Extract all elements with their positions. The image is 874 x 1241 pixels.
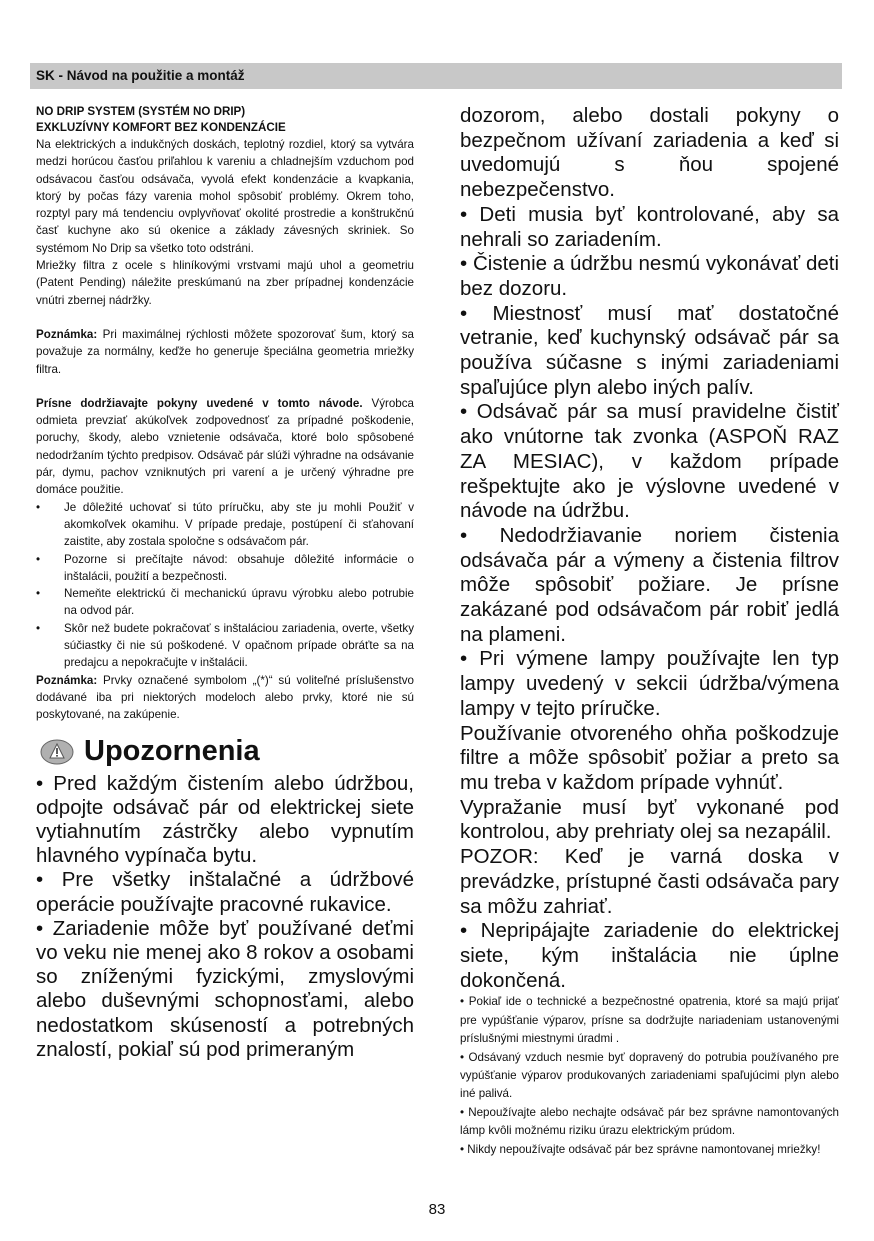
right-column: [460, 104, 839, 1159]
strict-text: Výrobca odmieta prevziať akúkoľvek zodpovednosť za prípadné poškodenie, poruchy, škody, alebo vznietenie odsávača, ktoré bolo spôsobené nedodržaním týchto predpisov. Odsávač pár slúži výhradne na odsávanie pár, dymu, pachov vzniknutých pri varení a je určený výhradne pre domáce použitie.: [36, 396, 414, 497]
page-number: 83: [428, 1201, 446, 1218]
nodrip-subtitle: EXKLUZÍVNY KOMFORT BEZ KONDENZÁCIE: [36, 121, 286, 134]
warning-paragraph: dozorom, alebo dostali pokyny o bezpečnom užívaní zariadenia a keď si uvedomujú s ňou spojené nebezpečenstvo.: [460, 104, 839, 202]
list-item: • Skôr než budete pokračovať s inštaláciou zariadenia, overte, všetky súčiastky či nie sú poškodené. V opačnom prípade obráťte sa na predajcu a nepokračujte v inštalácii.: [36, 620, 414, 672]
warning-paragraph: • Čistenie a údržbu nesmú vykonávať deti bez dozoru.: [460, 252, 839, 300]
nodrip-paragraph: Na elektrických a indukčných doskách, teplotný rozdiel, ktorý sa vytvára medzi horúcou časťou priľahlou k vareniu a chladnejším vzduchom pod odsávacou časťou odsávača, vyvolá efekt kondenzácie a kvapkania, ktorý by počas fázy varenia mohol spôsobiť problémy. Okrem toho, rozptyl pary má tendenciu ovplyvňovať okolité prostredie a konštrukčnú časť kuchyne ako sú okenice a základy závesných skriniek. So systémom No Drip sa všetko toto odstráni.: [36, 138, 414, 255]
warning-paragraph: • Pred každým čistením alebo údržbou, odpojte odsávač pár od elektrickej siete vytiahnutím zástrčky alebo vypnutím hlavného vypínača bytu.: [36, 771, 414, 868]
warning-paragraph: • Zariadenie môže byť používané deťmi vo veku nie menej ako 8 rokov a osobami so zníženými fyzickými, zmyslovými alebo duševnými schopnosťami, alebo nedostatkom skúseností a potrebných znalostí, pokiaľ sú pod primeraným: [36, 916, 414, 1061]
filter-grid-paragraph: Mriežky filtra z ocele s hliníkovými vrstvami majú uhol a geometriu (Patent Pending) náležite preskúmanú na zber prípadnej kondenzácie vnútri zbernej nádržky.: [36, 259, 414, 307]
note-paragraph: [36, 326, 414, 378]
small-warning-paragraph: • Nepoužívajte alebo nechajte odsávač pár bez správne namontovaných lámp kvôli možnému riziku úrazu elektrickým prúdom.: [460, 1105, 839, 1138]
strict-label: Prísne dodržiavajte pokyny uvedené v tomto návode.: [36, 396, 363, 410]
strict-paragraph: [36, 395, 414, 499]
language-code: SK: [36, 68, 55, 83]
list-item: • Nemeňte elektrickú či mechanickú úpravu výrobku alebo potrubie na odvod pár.: [36, 585, 414, 620]
nodrip-title: NO DRIP SYSTEM (SYSTÉM NO DRIP): [36, 105, 246, 118]
warning-paragraph: • Nedodržiavanie noriem čistenia odsávača pár a výmeny a čistenia filtrov môže spôsobiť požiare. Je prísne zakázané pod odsávačom pár robiť jedlá na plameni.: [460, 523, 839, 646]
warning-paragraph: • Pre všetky inštalačné a údržbové operácie používajte pracovné rukavice.: [36, 868, 414, 916]
note2-label: Poznámka:: [36, 673, 98, 687]
warning-paragraph: • Deti musia byť kontrolované, aby sa nehrali so zariadením.: [460, 202, 839, 251]
warning-paragraph: Vypražanie musí byť vykonané pod kontrolou, aby prehriaty olej sa nezapálil.: [460, 795, 839, 844]
warning-paragraph: • Odsávač pár sa musí pravidelne čistiť ako vnútorne tak zvonka (ASPOŇ RAZ ZA MESIAC), v každom prípade rešpektujte ako je výslovne uvedené v návode na údržbu.: [460, 400, 839, 523]
note-text: Pri maximálnej rýchlosti môžete spozorovať šum, ktorý sa považuje za normálny, keďže ho generuje špeciálna geometria mriežky filtra.: [36, 327, 414, 376]
warning-paragraph: POZOR: Keď je varná doska v prevádzke, prístupné časti odsávača pary sa môžu zahriať.: [460, 845, 839, 918]
warning-paragraph: • Nepripájajte zariadenie do elektrickej siete, kým inštalácia nie úplne dokončená.: [460, 919, 839, 992]
note-label: Poznámka:: [36, 327, 98, 341]
list-item: • Je dôležité uchovať si túto príručku, aby ste ju mohli Použiť v akomkoľvek okamihu. V prípade predaje, postúpení či sťahovaní zaistite, aby zostala spoločne s odsávačom pár.: [36, 499, 414, 551]
warnings-title: Upozornenia: [84, 735, 260, 767]
warning-paragraph: • Miestnosť musí mať dostatočné vetranie, keď kuchynský odsávač pár sa používa súčasne s inými zariadeniami spaľujúce plyn alebo iných palív.: [460, 301, 839, 399]
small-warning-paragraph: • Nikdy nepoužívajte odsávač pár bez správne namontovanej mriežky!: [460, 1142, 821, 1156]
warning-paragraph: • Pri výmene lampy používajte len typ lampy uvedený v sekcii údržba/výmena lampy v tejto príručke.: [460, 647, 839, 720]
header-title: - Návod na použitie a montáž: [54, 68, 245, 83]
list-item: • Pozorne si prečítajte návod: obsahuje dôležité informácie o inštalácii, použití a bezpečnosti.: [36, 551, 414, 586]
left-column: [36, 104, 414, 1062]
warning-paragraph: Používanie otvoreného ohňa poškodzuje filtre a môže spôsobiť požiar a preto sa mu treba v každom prípade vyhnúť.: [460, 721, 839, 794]
instructions-list: [36, 499, 414, 672]
note2-paragraph: [36, 672, 414, 724]
small-warning-paragraph: • Odsávaný vzduch nesmie byť dopravený do potrubia používaného pre vypúšťanie výparov produkovaných zariadeniami spaľujúcimi plyn alebo iné palivá.: [460, 1050, 839, 1101]
warnings-heading: [36, 732, 414, 772]
note2-text: Prvky označené symbolom „(*)“ sú voliteľné príslušenstvo dodávané iba pri niektorých modeloch alebo prvky, ktoré nie sú poskytované, na zakúpenie.: [36, 673, 414, 722]
warning-icon: [40, 739, 74, 765]
small-warning-paragraph: • Pokiaľ ide o technické a bezpečnostné opatrenia, ktoré sa majú prijať pre vypúšťanie výparov, prísne sa dodržujte nariadeniam ustanovenými príslušnými miestnymi úradmi .: [460, 995, 839, 1046]
section-header: [30, 63, 842, 89]
